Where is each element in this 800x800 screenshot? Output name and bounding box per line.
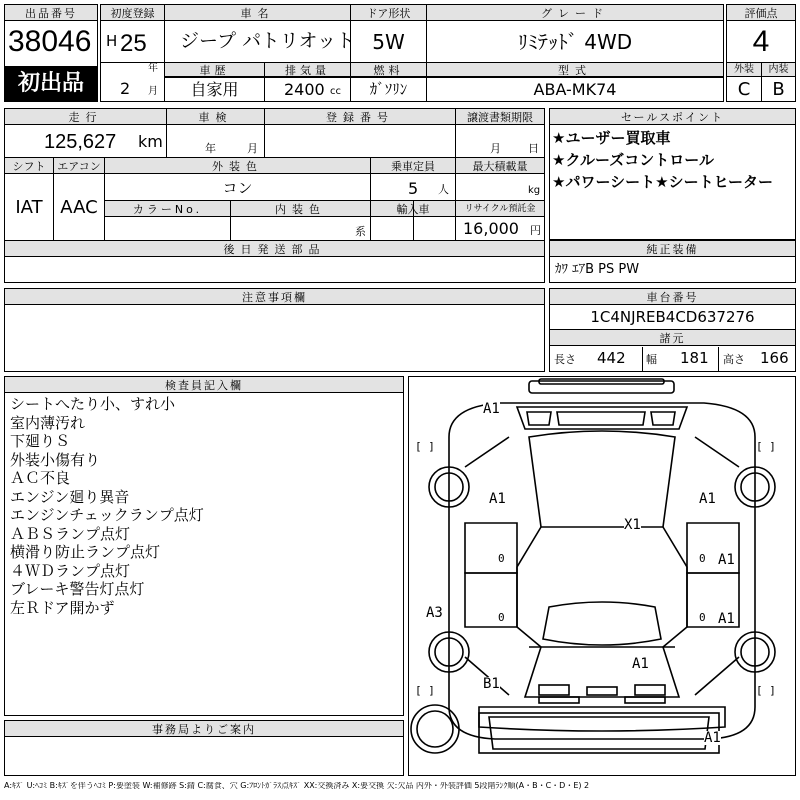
grade: ﾘﾐﾃｯﾄﾞ 4WD [517,30,633,54]
exterior-label: 外装 [734,64,754,75]
notes-label: 注意事項欄 [5,289,544,305]
width: 181 [680,349,709,367]
damage-mark-rear-bumper: A1 [704,730,721,746]
damage-mark-right-front-fender: A1 [699,491,716,507]
equipment-label: 純正装備 [550,241,795,257]
damage-mark-right-rear-door: A1 [718,611,735,627]
lot-label: 出品番号 [5,5,97,21]
inspector-comment-line: 外装小傷有り [10,450,101,469]
sales-point-1: ★ユーザー買取車 [552,129,671,147]
specs-label: 諸元 [550,330,795,346]
office-label: 事務局よりご案内 [5,721,403,737]
bracket-mark-4: [ ] [756,684,776,697]
inspector-comment-line: エンジンチェックランプ点灯 [10,506,204,524]
width-label: 幅 [646,353,657,366]
car-name: ジープ パトリオット [180,30,355,52]
inspector-comment-line: 左Ｒドア開かず [10,598,115,617]
vehicle-history-label: 車歴 [199,63,230,77]
color-number-label: カラーNo. [132,202,203,216]
inspector-comment-line: シートへたり小、すれ小 [10,395,176,413]
inspector-comments [10,395,400,617]
damage-mark-left-front-fender: A1 [489,491,506,507]
fuel-label: 燃料 [373,63,404,77]
displacement-label: 排気量 [285,63,330,77]
recycle-deposit: 16,000 [463,219,519,238]
damage-mark-front-bumper: A1 [483,401,500,417]
bracket-mark-2: [ ] [756,440,776,453]
zero-mark-1: 0 [498,552,505,565]
mileage-label: 走行 [68,110,103,124]
damage-mark-rear-gate: A1 [632,656,649,672]
lot-number: 38046 [8,25,92,58]
inspector-comment-line: ブレーキ警告灯点灯 [10,580,145,598]
inspection-year-unit: 年 [205,142,216,155]
inspection-month-unit: 月 [247,142,258,155]
year-unit: 年 [148,63,158,74]
later-parts-label: 後日発送部品 [223,242,326,256]
capacity-unit: 人 [438,183,449,196]
interior-label: 内装 [768,64,789,75]
transfer-deadline-label: 譲渡書類期限 [467,110,533,124]
interior-grade: B [772,78,785,100]
zero-mark-3: 0 [498,611,505,624]
max-load-unit: kg [528,185,541,196]
door-label: ドア形状 [366,6,411,20]
mileage: 125,627 [44,131,117,153]
capacity: 5 [408,179,419,198]
max-load-label: 最大積載量 [472,159,528,173]
damage-mark-right-front-door: A1 [718,552,735,568]
registration-number-label: 登録番号 [326,110,394,124]
exterior-color-label: 外装色 [212,159,263,173]
sales-point-2: ★クルーズコントロール [552,151,714,169]
model-label: 型式 [558,63,592,77]
first-listing-badge: 初出品 [5,66,97,101]
damage-mark-roof: X1 [624,517,641,533]
zero-mark-2: 0 [699,552,706,565]
import-label: 輸入車 [396,202,430,216]
displacement: 2400 [284,80,325,99]
ac-label: エアコン [57,159,101,173]
exterior-color: コン [222,178,253,197]
chassis-label: 車台番号 [550,289,795,305]
inspector-comment-line: ＡＣ不良 [10,469,71,487]
damage-mark-rear-left: B1 [483,676,500,692]
capacity-label: 乗車定員 [391,159,435,173]
interior-color-unit: 系 [355,225,366,238]
car-name-label: 車名 [240,6,275,20]
sales-point-3: ★パワーシート★シートヒーター [552,173,773,191]
year: 25 [120,30,147,57]
transfer-month-unit: 月 [490,142,501,155]
equipment-value: ｶﾜ ｴｱB PS PW [555,262,640,277]
month: 2 [120,79,131,98]
inspector-comment-line: 室内薄汚れ [10,413,86,432]
vehicle-history: 自家用 [190,79,239,99]
first-reg-label: 初度登録 [110,6,155,20]
displacement-unit: cc [330,86,341,97]
chassis-number: 1C4NJREB4CD637276 [590,307,755,326]
inspector-comment-line: エンジン廻り異音 [10,487,130,506]
footer-legend: A:ｷｽﾞ U:ﾍｺﾐ B:ｷｽﾞを伴うﾍｺﾐ P:要塗装 W:補修跡 S:錆 C:腐食、穴 G:ﾌﾛﾝﾄｶﾞﾗｽ点ｷｽﾞ XX:交換済み X:要交換 欠:欠品 内外・外装評価 5段階ﾗﾝｸ順(A・B・C・D・E) 2 [4,782,590,790]
inspector-comment-line: ４ＷＤランプ点灯 [10,561,131,580]
inspector-label: 検査員記入欄 [5,377,403,393]
shift: IAT [15,197,43,218]
month-unit: 月 [148,86,158,97]
length-label: 長さ [554,353,576,366]
inspector-comment-line: 下廻りＳ [10,432,71,450]
mileage-unit: km [138,132,163,151]
fuel: ｶﾞｿﾘﾝ [369,80,408,98]
height-label: 高さ [723,353,745,366]
inspector-comment-line: ＡＢＳランプ点灯 [10,524,131,543]
exterior-grade: C [737,78,751,100]
recycle-deposit-unit: 円 [530,224,541,237]
rating: 4 [752,25,770,58]
door-type: 5W [372,30,405,54]
bracket-mark-1: [ ] [415,440,435,453]
ac: AAC [60,197,98,218]
inspection-label: 車検 [198,110,233,124]
shift-label: シフト [12,159,46,173]
car-diagram [409,377,795,775]
bracket-mark-3: [ ] [415,684,435,697]
height: 166 [760,349,789,367]
sales-points-label: セールスポイント [550,109,795,125]
length: 442 [597,349,626,367]
era: H [106,32,118,50]
zero-mark-4: 0 [699,611,706,624]
transfer-day-unit: 日 [528,142,539,155]
inspector-comment-line: 横滑り防止ランプ点灯 [10,543,161,561]
rating-label: 評価点 [727,5,795,21]
grade-label: グレード [541,6,609,20]
interior-color-label: 内装色 [275,202,326,216]
recycle-deposit-label: リサイクル預託金 [464,203,536,214]
model: ABA-MK74 [533,79,617,99]
damage-mark-left-rear-side: A3 [426,605,443,621]
